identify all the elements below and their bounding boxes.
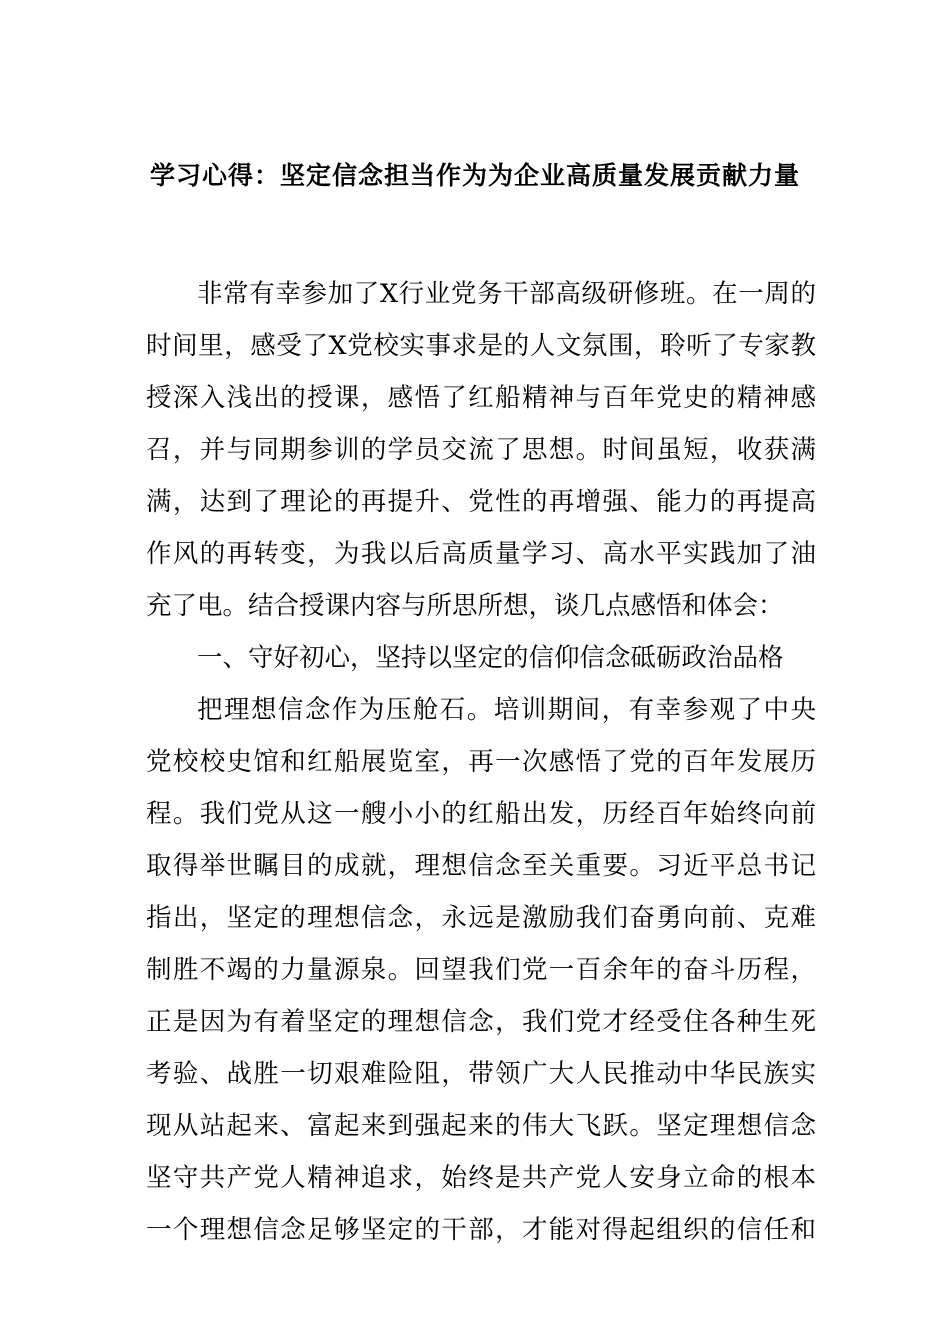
paragraph-line: 时间里，感受了X党校实事求是的人文氛围，聆听了专家教 — [146, 331, 816, 361]
paragraph-line: 程。我们党从这一艘小小的红船出发，历经百年始终向前 — [146, 799, 816, 829]
paragraph-line: 授深入浅出的授课，感悟了红船精神与百年党史的精神感 — [146, 383, 816, 413]
paragraph-line: 正是因为有着坚定的理想信念，我们党才经受住各种生死 — [146, 1007, 816, 1037]
paragraph-line: 非常有幸参加了X行业党务干部高级研修班。在一周的 — [197, 279, 816, 309]
paragraph-line: 作风的再转变，为我以后高质量学习、高水平实践加了油 — [146, 539, 816, 569]
section-heading: 一、守好初心，坚持以坚定的信仰信念砥砺政治品格 — [197, 643, 784, 673]
paragraph-line: 满，达到了理论的再提升、党性的再增强、能力的再提高 — [146, 487, 816, 517]
paragraph-line: 指出，坚定的理想信念，永远是激励我们奋勇向前、克难 — [146, 903, 816, 933]
paragraph-line: 一个理想信念足够坚定的干部，才能对得起组织的信任和 — [146, 1215, 816, 1245]
paragraph-line: 制胜不竭的力量源泉。回望我们党一百余年的奋斗历程， — [146, 955, 816, 985]
paragraph-line: 取得举世瞩目的成就，理想信念至关重要。习近平总书记 — [146, 851, 816, 881]
document-body — [146, 268, 816, 1256]
paragraph-line: 充了电。结合授课内容与所思所想，谈几点感悟和体会： — [146, 591, 784, 621]
paragraph-line: 把理想信念作为压舱石。培训期间，有幸参观了中央 — [197, 695, 816, 725]
paragraph-line: 现从站起来、富起来到强起来的伟大飞跃。坚定理想信念 — [146, 1111, 816, 1141]
document-title: 学习心得：坚定信念担当作为为企业高质量发展贡献力量 — [149, 161, 800, 190]
paragraph-line: 党校校史馆和红船展览室，再一次感悟了党的百年发展历 — [146, 747, 816, 777]
paragraph-line: 考验、战胜一切艰难险阻，带领广大人民推动中华民族实 — [146, 1059, 816, 1089]
paragraph-line: 坚守共产党人精神追求，始终是共产党人安身立命的根本 — [146, 1163, 816, 1193]
paragraph-line: 召，并与同期参训的学员交流了思想。时间虽短，收获满 — [146, 435, 816, 465]
